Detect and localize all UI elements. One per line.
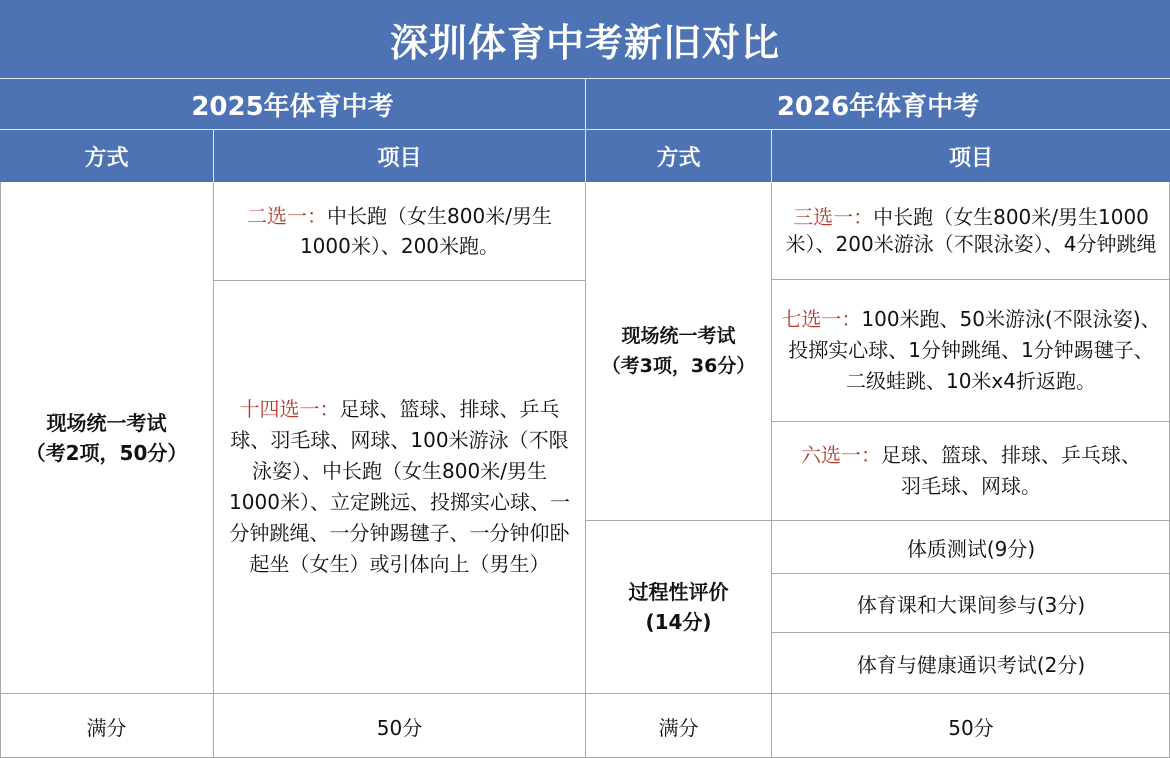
option-2025-2-prefix: 十四选一：	[239, 397, 340, 421]
option-2026-3-prefix: 六选一：	[801, 443, 881, 467]
option-2026-1-text: 中长跑（女生800米/男生1000米）、200米游泳（不限泳姿）、4分钟跳绳	[785, 204, 1157, 256]
option-2026-2-cell	[772, 280, 1170, 421]
method-2026-exam-cell	[586, 182, 771, 520]
method-2026-process-cell	[586, 521, 771, 693]
option-2025-2-cell	[214, 281, 585, 693]
full-score-value-2026: 50分	[948, 715, 994, 740]
process-item-3: 体育与健康通识考试(2分)	[856, 652, 1086, 677]
table-title: 深圳体育中考新旧对比	[0, 0, 1170, 78]
full-score-value-2025: 50分	[376, 715, 423, 740]
option-2025-2-text: 足球、篮球、排球、乒乓球、羽毛球、网球、100米游泳（不限泳姿）、中长跑（女生800米/男生1000米）、立定跳远、投掷实心球、一分钟跳绳、一分钟踢毽子、一分钟仰卧起坐（女生）或引体向上（男生）	[229, 397, 570, 576]
method-2026-exam-name: 现场统一考试	[621, 325, 736, 347]
process-item-1: 体质测试(9分)	[906, 536, 1036, 561]
heading-2026: 2026年体育中考	[586, 79, 1170, 129]
option-2025-1-prefix: 二选一：	[247, 204, 328, 228]
method-2025-detail: （考2项，50分）	[25, 440, 188, 465]
header-method-2026: 方式	[586, 130, 771, 182]
method-2026-process-name: 过程性评价	[628, 580, 729, 604]
method-2025-name: 现场统一考试	[46, 410, 167, 435]
heading-2025: 2025年体育中考	[0, 79, 585, 129]
option-2026-2-text: 100米跑、50米游泳(不限泳姿)、投掷实心球、1分钟跳绳、1分钟踢毽子、二级蛙跳、10米x4折返跑。	[788, 307, 1161, 393]
full-score-label-2026: 满分	[658, 715, 699, 740]
option-2025-1-cell	[214, 182, 585, 280]
option-2026-1-prefix: 三选一：	[793, 204, 874, 229]
option-2025-1-text: 中长跑（女生800米/男生1000米）、200米跑。	[299, 204, 552, 258]
method-2026-exam-detail: （考3项，36分）	[601, 355, 756, 377]
process-item-2: 体育课和大课间参与(3分)	[856, 592, 1086, 617]
full-score-label-2025: 满分	[86, 715, 127, 740]
option-2026-2-prefix: 七选一：	[781, 307, 862, 331]
header-item-2026: 项目	[772, 130, 1170, 182]
method-2025-cell	[0, 182, 213, 693]
option-2026-3-text: 足球、篮球、排球、乒乓球、羽毛球、网球。	[881, 443, 1141, 498]
option-2026-1-cell	[772, 182, 1170, 279]
option-2026-3-cell	[772, 422, 1170, 520]
header-item-2025: 项目	[214, 130, 585, 182]
method-2026-process-detail: (14分)	[645, 610, 712, 634]
header-method-2025: 方式	[0, 130, 213, 182]
